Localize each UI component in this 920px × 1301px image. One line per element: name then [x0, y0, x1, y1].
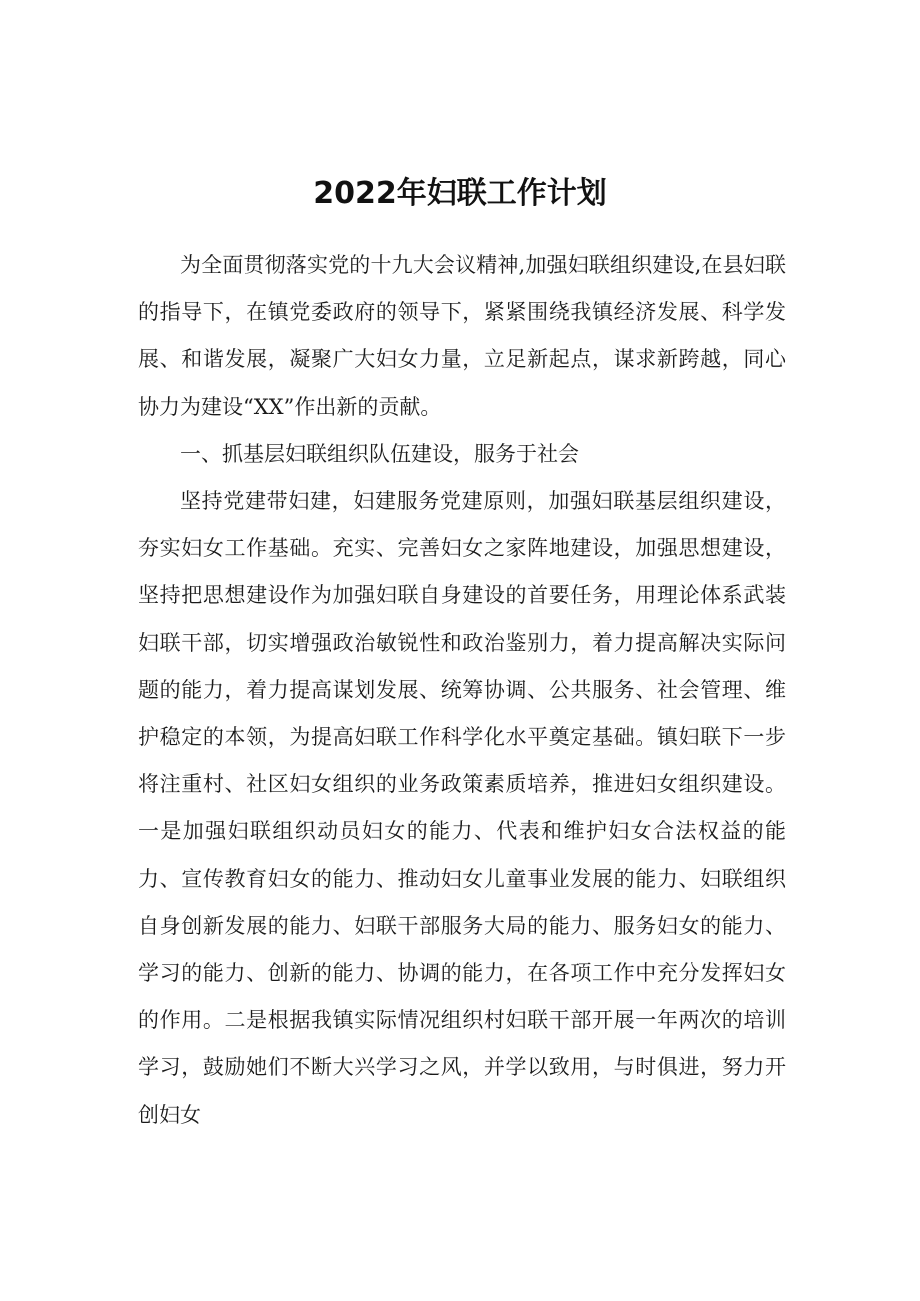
section-1-paragraph: 坚持党建带妇建，妇建服务党建原则，加强妇联基层组织建设，夯实妇女工作基础。充实、完善妇女之家阵地建设，加强思想建设，坚持把思想建设作为加强妇联自身建设的首要任务，用理论体系武装妇联干部，切实增强政治敏锐性和政治鉴别力，着力提高解决实际问题的能力，着力提高谋划发展、统筹协调、公共服务、社会管理、维护稳定的本领，为提高妇联工作科学化水平奠定基础。镇妇联下一步将注重村、社区妇女组织的业务政策素质培养，推进妇女组织建设。一是加强妇联组织动员妇女的能力、代表和维护妇女合法权益的能力、宣传教育妇女的能力、推动妇女儿童事业发展的能力、妇联组织自身创新发展的能力、妇联干部服务大局的能力、服务妇女的能力、学习的能力、创新的能力、协调的能力，在各项工作中充分发挥妇女的作用。二是根据我镇实际情况组织村妇联干部开展一年两次的培训学习，鼓励她们不断大兴学习之风，并学以致用，与时俱进，努力开创妇女: [138, 489, 786, 1127]
document-title: 2022年妇联工作计划: [313, 176, 607, 211]
document-body: [138, 242, 786, 1139]
section-heading-1: 一、抓基层妇联组织队伍建设，服务于社会: [180, 441, 579, 466]
intro-paragraph: 为全面贯彻落实党的十九大会议精神,加强妇联组织建设,在县妇联的指导下，在镇党委政府的领导下，紧紧围绕我镇经济发展、科学发展、和谐发展，凝聚广大妇女力量，立足新起点，谋求新跨越，同心协力为建设“XX”作出新的贡献。: [138, 253, 786, 419]
